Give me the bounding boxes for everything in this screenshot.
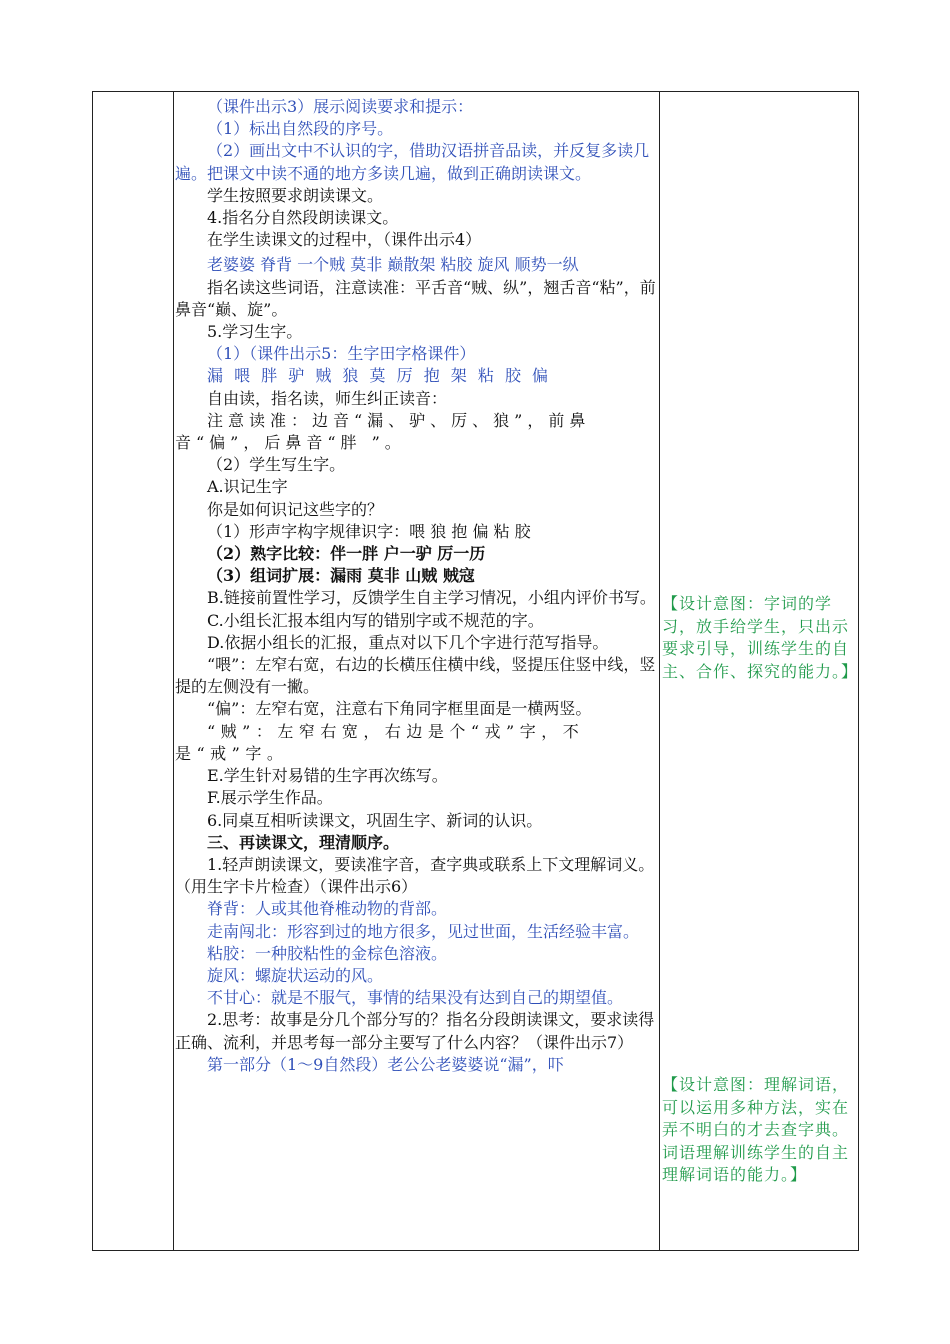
text-line: D.依据小组长的汇报，重点对以下几个字进行范写指导。	[207, 632, 609, 652]
text-line: 注意读准：边音“漏、驴、厉、狼”，前鼻音“偏”，后鼻音“胖 ”。	[175, 410, 591, 453]
text-line: （2）学生写生字。	[207, 455, 346, 475]
text-line: 2.思考：故事是分几个部分写的？指名分段朗读课文，要求读得正确、流利，并思考每一部分主要写了什么内容？（课件出示7）	[175, 1010, 655, 1052]
text-line: B.链接前置性学习，反馈学生自主学习情况，小组内评价书写。	[207, 588, 656, 608]
text-line: 不甘心：就是不服气，事情的结果没有达到自己的期望值。	[207, 988, 624, 1008]
text-line: 5.学习生字。	[207, 322, 303, 342]
text-line: 第一部分（1～9自然段）老公公老婆婆说“漏”，吓	[207, 1054, 564, 1074]
text-line: “偏”：左窄右宽，注意右下角同字框里面是一横两竖。	[207, 699, 592, 719]
text-line: （1）形声字构字规律识字：喂 狼 抱 偏 粘 胶	[207, 521, 531, 541]
text-line: （1）标出自然段的序号。	[207, 119, 394, 139]
text-line: （2）画出文中不认识的字，借助汉语拼音品读，并反复多读几遍。把课文中读不通的地方多读几遍，做到正确朗读课文。	[175, 141, 650, 183]
text-line: C.小组长汇报本组内写的错别字或不规范的字。	[207, 610, 544, 630]
characters-line: 漏 喂 胖 驴 贼 狼 莫 厉 抱 架 粘 胶 偏	[207, 366, 552, 386]
text-line: （课件出示3）展示阅读要求和提示：	[207, 97, 474, 116]
section-heading: 三、再读课文，理清顺序。	[207, 832, 400, 852]
text-line: F.展示学生作品。	[207, 788, 333, 808]
text-line: 指名读这些词语，注意读准：平舌音“贼、纵”，翘舌音“粘”，前鼻音“巅、旋”。	[175, 277, 656, 319]
text-line: A.识记生字	[207, 477, 288, 497]
text-line: 脊背：人或其他脊椎动物的背部。	[207, 899, 448, 919]
text-line: 4.指名分自然段朗读课文。	[207, 208, 399, 228]
text-line: “喂”：左窄右宽，右边的长横压住横中线，竖提压住竖中线，竖提的左侧没有一撇。	[175, 655, 656, 697]
text-line: 1.轻声朗读课文，要读准字音，查字典或联系上下文理解词义。（用生字卡片检查）（课件出示6）	[175, 854, 655, 897]
text-line: 在学生读课文的过程中，（课件出示4）	[207, 230, 482, 250]
teaching-process-column	[175, 96, 658, 1076]
design-intent-note-2: 【设计意图：理解词语，可以运用多种方法，实在弄不明白的才去查字典。词语理解训练学生的自主理解词语的能力。】	[662, 1075, 850, 1184]
text-line: （2）熟字比较：伴一胖 户一驴 厉一历	[207, 544, 486, 564]
text-line: （1）（课件出示5：生字田字格课件）	[207, 344, 476, 364]
text-line: 旋风：螺旋状运动的风。	[207, 965, 384, 985]
text-line: 自由读，指名读，师生纠正读音：	[207, 388, 448, 408]
text-line: “贼”：左窄右宽，右边是个“戎”字，不是“戒”字。	[175, 721, 585, 763]
text-line: 6.同桌互相听读课文，巩固生字、新词的认识。	[207, 810, 543, 830]
vocabulary-line: 老婆婆 脊背 一个贼 莫非 巅散架 粘胶 旋风 顺势一纵	[207, 255, 579, 275]
text-line: E.学生针对易错的生字再次练写。	[207, 766, 448, 786]
text-line: 你是如何识记这些字的？	[207, 499, 384, 519]
text-line: 走南闯北：形容到过的地方很多，见过世面，生活经验丰富。	[207, 921, 640, 941]
text-line: 粘胶：一种胶粘性的金棕色溶液。	[207, 943, 448, 963]
text-line: （3）组词扩展：漏雨 莫非 山贼 贼寇	[207, 566, 475, 586]
design-intent-note-1: 【设计意图：字词的学习，放手给学生，只出示要求引导，训练学生的自主、合作、探究的能力。】	[662, 594, 859, 681]
text-line: 学生按照要求朗读课文。	[207, 185, 384, 205]
column-divider-right	[659, 92, 660, 1250]
column-divider-left	[173, 92, 174, 1250]
